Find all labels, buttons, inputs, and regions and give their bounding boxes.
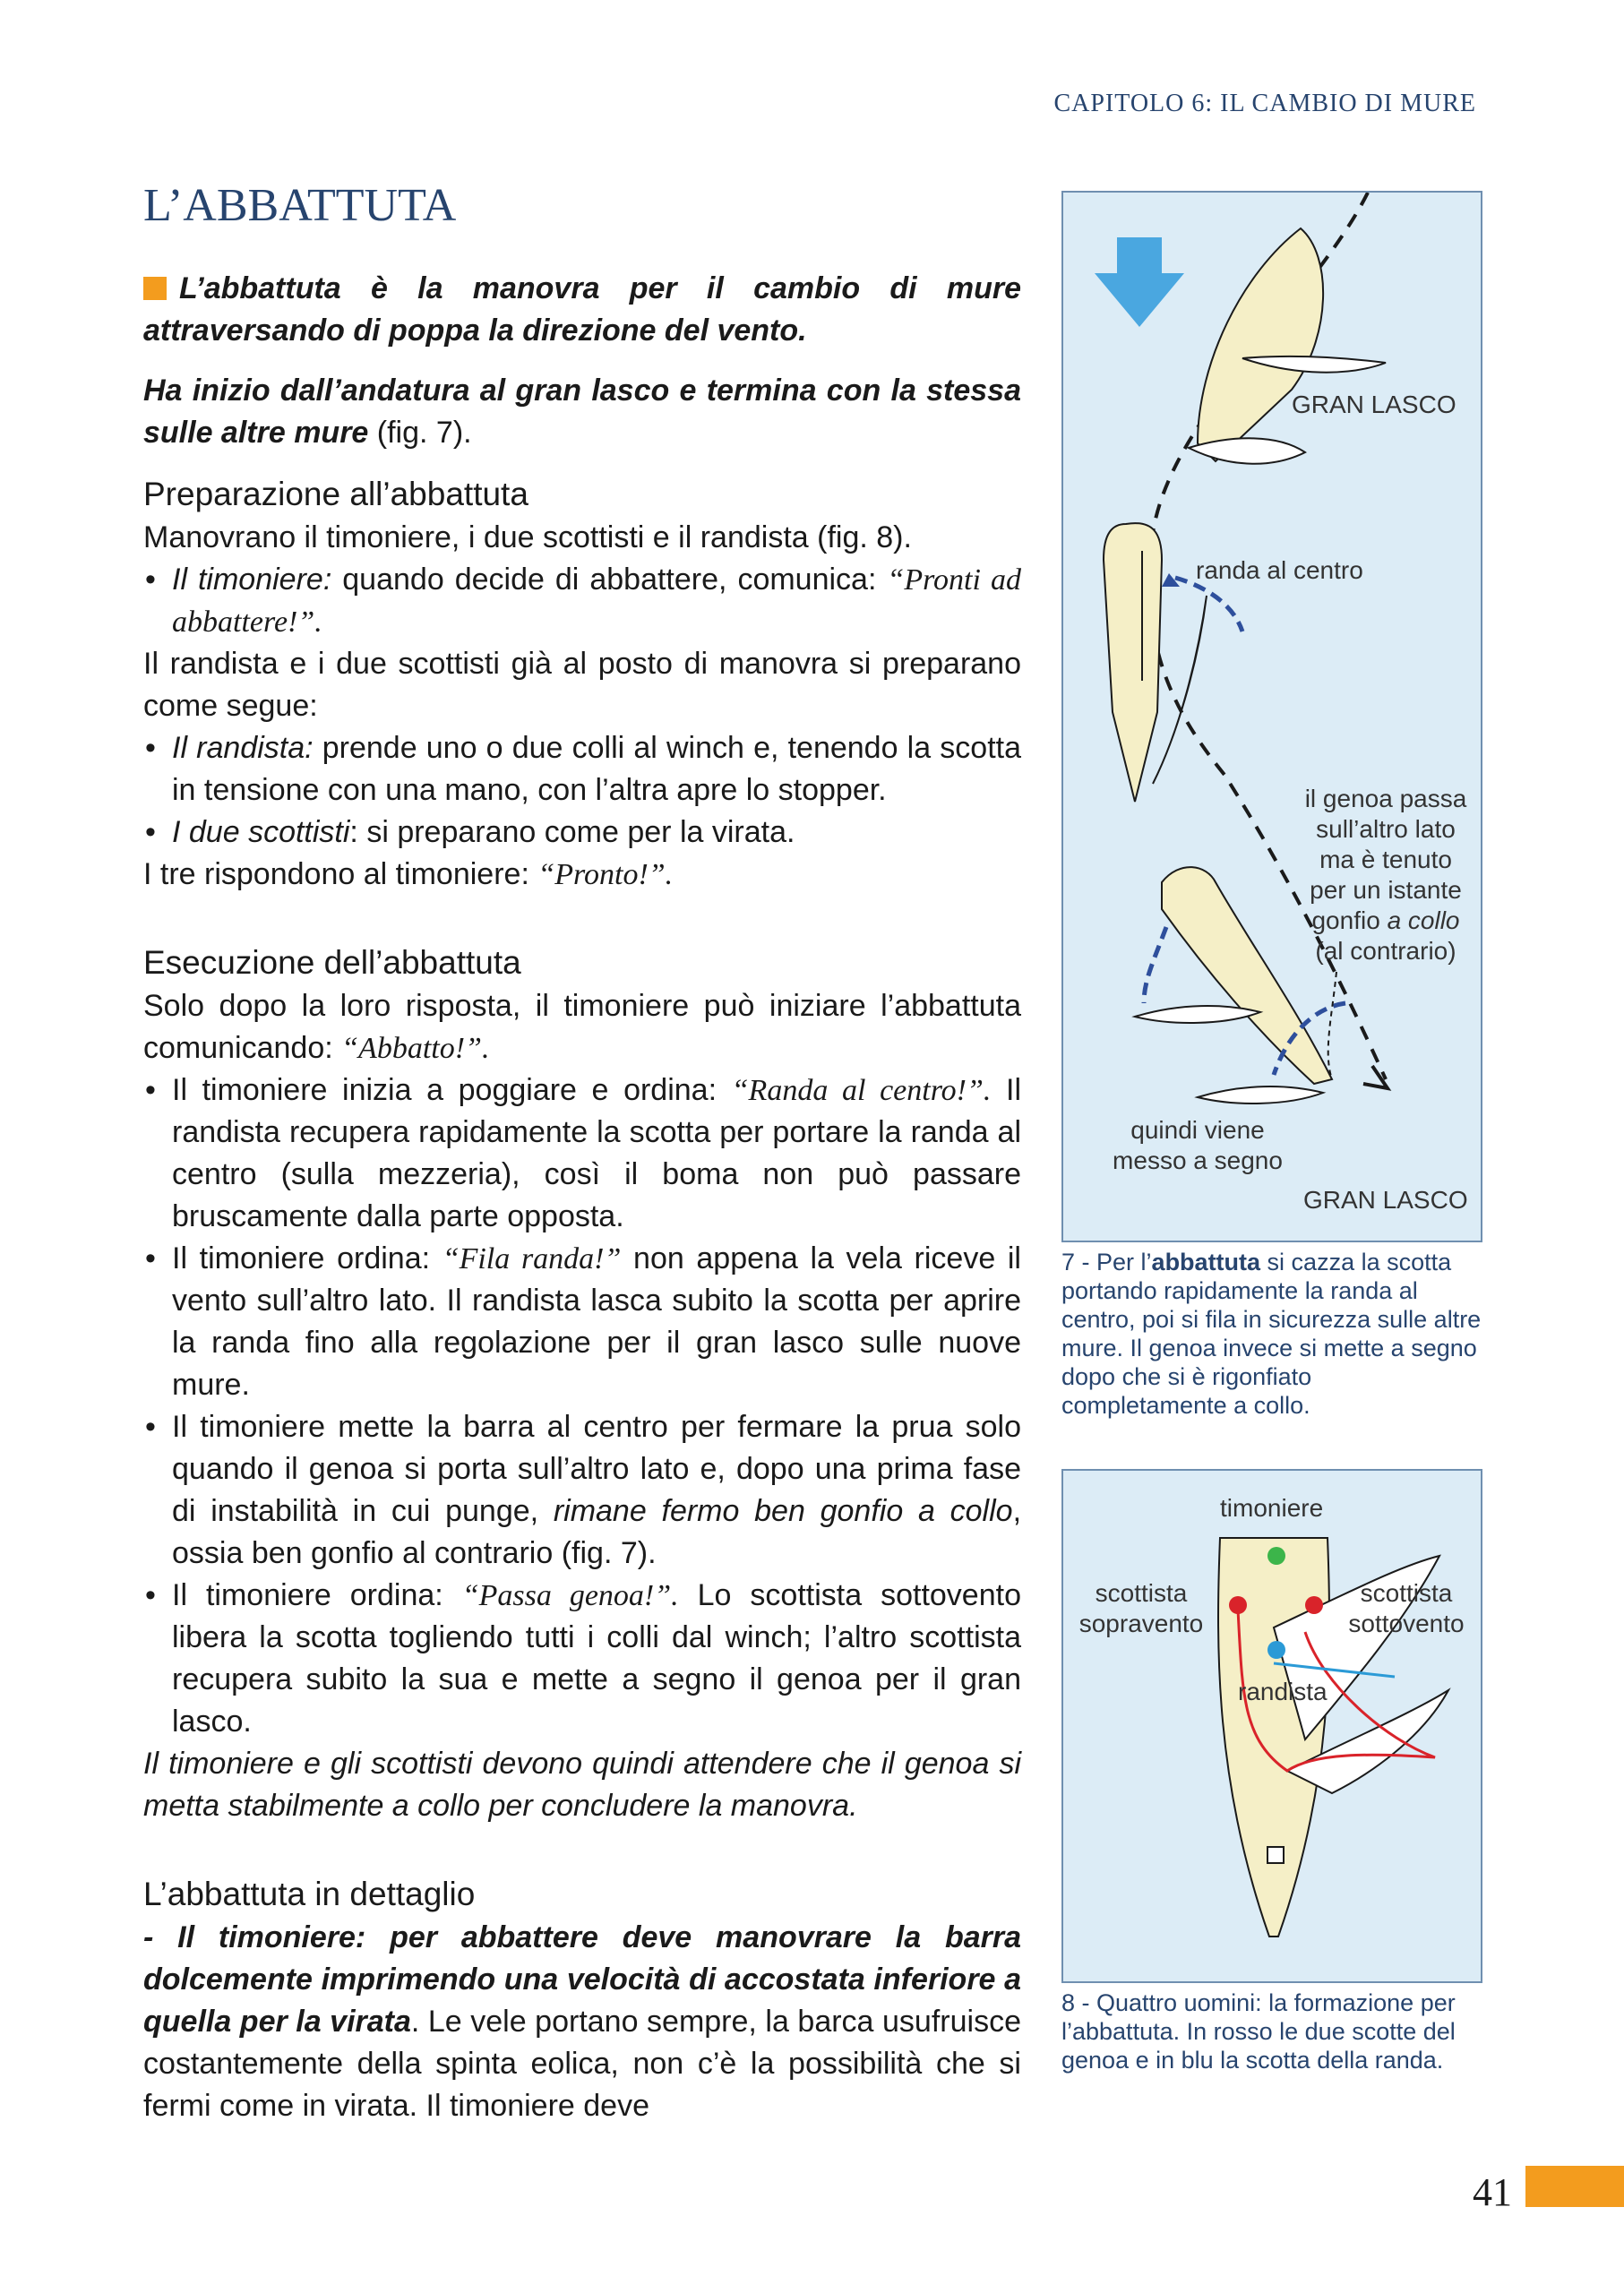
label-randa-al-centro: randa al centro xyxy=(1196,556,1363,584)
prep-line1: Manovrano il timoniere, i due scottisti e il randista (fig. 8). xyxy=(143,520,912,554)
orange-page-tab xyxy=(1525,2166,1624,2207)
exec-line1: Solo dopo la loro risposta, il timoniere può iniziare l’abbattuta comunicando: “Abbatto!”. xyxy=(143,989,1021,1065)
randista-marker xyxy=(1267,1641,1285,1659)
label-gran-lasco-bottom: GRAN LASCO xyxy=(1303,1186,1468,1214)
boat-2-sheet-arrow xyxy=(1175,578,1242,631)
crew-formation-illustration xyxy=(1063,1471,1481,1981)
figure-8-crew-diagram xyxy=(1061,1469,1482,1983)
definition: L’abbattuta è la manovra per il cambio di mure attraversando di poppa la direzione del vento. xyxy=(143,271,1021,348)
label-timoniere: timoniere xyxy=(1220,1494,1324,1522)
label-genoa-passa: il genoa passa sull’altro lato ma è tenuto per un istante gonfio a collo (al contrario) xyxy=(1304,785,1467,965)
list-item: • Il timoniere inizia a poggiare e ordina: “Randa al centro!”. Il randista recupera rapidamente la scotta per portare la randa al centro (sulla mezzeria), così il boma non può passare bruscamente dalla parte opposta. xyxy=(143,1069,1021,1238)
boat-3-arrow-left xyxy=(1144,927,1166,1003)
boat-3-sheet xyxy=(1328,972,1336,1079)
figure-7-gybe-diagram xyxy=(1061,191,1482,1242)
figure-7-caption: 7 - Per l’abbattuta si cazza la scotta portando rapidamente la randa al centro, poi si fila in sicurezza sulle altre mure. Il genoa invece si mette a segno dopo che si è rigonfiato completamente a collo. xyxy=(1061,1249,1482,1419)
start-paragraph: Ha inizio dall’andatura al gran lasco e termina con la stessa sulle altre mure (fig. 7). xyxy=(143,374,1021,450)
list-item: • Il timoniere: quando decide di abbattere, comunica: “Pronti ad abbattere!”. xyxy=(143,559,1021,643)
prep-line3: I tre rispondono al timoniere: “Pronto!”. xyxy=(143,857,674,891)
boat-3-genoa xyxy=(1198,1086,1323,1104)
main-column xyxy=(143,179,1021,2127)
label-scottista-sottovento: scottista sottovento xyxy=(1348,1579,1465,1637)
gybe-sequence-illustration xyxy=(1063,193,1481,1241)
exec-closing: Il timoniere e gli scottisti devono quindi attendere che il genoa si metta stabilmente a collo per concludere la manovra. xyxy=(143,1747,1021,1823)
label-randista: randista xyxy=(1238,1678,1328,1705)
detail-paragraph: - Il timoniere: per abbattere deve manovrare la barra dolcemente imprimendo una velocità di accostata inferiore a quella per la virata. Le vele portano sempre, la barca usufruisce costantemente della spinta eolica, non c’è la possibilità che si fermi come in virata. Il timoniere deve xyxy=(143,1920,1021,2123)
timoniere-marker xyxy=(1267,1547,1285,1565)
cockpit-hatch xyxy=(1267,1847,1284,1863)
exec-list xyxy=(143,1069,1021,1743)
page-number: 41 xyxy=(1473,2170,1512,2214)
page-title: L’ABBATTUTA xyxy=(143,180,457,231)
list-item: • I due scottisti: si preparano come per la virata. xyxy=(143,812,1021,854)
list-item: • Il randista: prende uno o due colli al winch e, tenendo la scotta in tensione con una mano, con l’altra apre lo stopper. xyxy=(143,727,1021,812)
boat-2-genoa xyxy=(1153,596,1207,784)
figure-8-caption: 8 - Quattro uomini: la formazione per l’abbattuta. In rosso le due scotte del genoa e in blu la scotta della randa. xyxy=(1061,1989,1456,2074)
prep-line2: Il randista e i due scottisti già al posto di manovra si preparano come segue: xyxy=(143,647,1021,723)
prep-list-2 xyxy=(143,727,1021,854)
wind-arrow-icon xyxy=(1095,237,1184,327)
boat-3-mainsail xyxy=(1135,1006,1260,1023)
detail-heading: L’abbattuta in dettaglio xyxy=(143,1876,476,1912)
orange-square-icon xyxy=(143,277,167,300)
running-head: CAPITOLO 6: IL CAMBIO DI MURE xyxy=(1053,90,1476,117)
list-item: • Il timoniere ordina: “Passa genoa!”. Lo scottista sottovento libera la scotta togliendo tutti i colli dal winch; l’altro scottista recupera subito la sua e mette a segno il genoa per il gran lasco. xyxy=(143,1575,1021,1743)
scottista-sopravento-marker xyxy=(1229,1596,1247,1614)
label-gran-lasco-top: GRAN LASCO xyxy=(1292,391,1456,418)
exec-heading: Esecuzione dell’abbattuta xyxy=(143,944,521,981)
label-quindi-viene: quindi viene messo a segno xyxy=(1113,1116,1283,1174)
boat-1-hull xyxy=(1198,228,1323,461)
prep-heading: Preparazione all’abbattuta xyxy=(143,476,528,512)
list-item: • Il timoniere mette la barra al centro per fermare la prua solo quando il genoa si porta sull’altro lato e, dopo una prima fase di instabilità in cui punge, rimane fermo ben gonfio a collo, ossia ben gonfio al contrario (fig. 7). xyxy=(143,1406,1021,1575)
scottista-sottovento-marker xyxy=(1305,1596,1323,1614)
boat-2-hull xyxy=(1104,523,1162,802)
prep-list-1 xyxy=(143,559,1021,643)
list-item: • Il timoniere ordina: “Fila randa!” non appena la vela riceve il vento sull’altro lato. Il randista lasca subito la scotta per aprire la randa fino alla regolazione per il gran lasco sulle nuove mure. xyxy=(143,1238,1021,1406)
label-scottista-sopravento: scottista sopravento xyxy=(1078,1579,1204,1637)
